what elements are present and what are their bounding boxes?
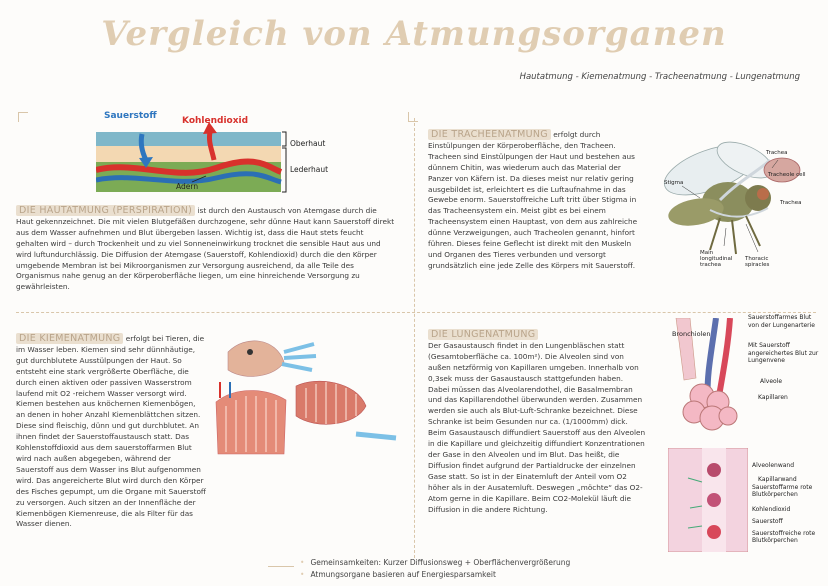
kapillarwand-label: Kapillarwand bbox=[758, 476, 797, 483]
lunge-text: Der Gasaustausch findet in den Lungenbläschen statt (Gesamtoberfläche ca. 100m²). Die Alveolen sind von außen netzförmig von Kapillaren umgeben. Innerhalb von 0,3sek muss der Gasaustausch stattgefunden haben. Dabei müssen das Alveolarendothel, die Basalmembran und das Kapillarendothel überwunden werden. Zusammen werden sie auch als Blut-Luft-Schranke bezeichnet. Diese Schranke ist beim Gesunden nur ca. (1/1000mm) dick. Beim Gasaustausch diffundiert Sauerstoff aus den Alveolen in die Kapillare und gleichzeitig diffundiert Konzentrationen der Gase in den Alveolen und im Blut. Das heißt, die Diffusion findet aufgrund der Partialdrucke der einzelnen Gase statt. So ist in der Einatemluft der Anteil vom O2 höher als in der Ausatemluft. Deswegen „möchte“ das O2-Atom gerne in die Kapillare. Beim CO2-Molekül läuft die Diffusion in die andere Richtung. bbox=[428, 340, 646, 514]
footer-line-1 bbox=[300, 558, 570, 567]
horizontal-divider bbox=[16, 312, 816, 313]
bullet-icon: • bbox=[300, 558, 305, 567]
page-subtitle: Hautatmung - Kiemenatmung - Tracheenatmung - Lungenatmung bbox=[519, 72, 800, 82]
trachea-label: Trachea bbox=[766, 150, 788, 156]
arm-blood-label: Sauerstoffarmes Blut von der Lungenarterie bbox=[748, 314, 815, 329]
haut-heading: DIE HAUTATMUNG (PERSPIRATION) bbox=[16, 205, 195, 216]
co2-label: Kohlendioxid bbox=[182, 116, 249, 126]
bullet-icon: • bbox=[300, 570, 305, 579]
rbc-arm-label: Sauerstoffarme rote Blutkörperchen bbox=[752, 484, 813, 498]
reich-blood-label: Mit Sauerstoff angereichertes Blut zur Lungenvene bbox=[748, 342, 819, 364]
kiemen-text: erfolgt bei Tieren, die im Wasser leben. Kiemen sind sehr dünnhäutige, gut durchblutete Ausstülpungen der Haut. So entsteht eine stark vergrößerte Oberfläche, die durch einen aktiven oder passiven Wasserstrom laufend mit O2 -reichem Wasser versorgt wird. Kiemen bestehen aus knöchernen Kiemenbögen, an denen in hoher Anzahl Kiemenblättchen sitzen. Diese sind fleischig, dünn und gut durchblutet. An ihnen findet der Sauerstoffaustausch statt. Das Kohlenstoffdioxid aus dem sauerstoffarmen Blut wird nach außen abgegeben, während der Sauerstoff aus dem Wasser ins Blut aufgenommen wird. Das angereicherte Blut wird durch den Körper des Fisches gepumpt, um die Organe mit Sauerstoff zu versorgen. Auch sitzen an der Innenfläche der Kiemenbögen Kiemenreuse, die als Filter für das Wasser dienen. bbox=[16, 334, 206, 529]
oberhaut-bracket bbox=[282, 132, 286, 146]
alveole-label: Alveole bbox=[760, 378, 783, 385]
red-blood-cell bbox=[707, 463, 721, 477]
tracheole-cell bbox=[764, 158, 800, 182]
o2-alveole-label: Sauerstoff bbox=[752, 518, 783, 525]
bronchiolen-label: Bronchiolen bbox=[672, 330, 711, 338]
fish-eye bbox=[247, 349, 253, 355]
vertical-divider bbox=[414, 118, 415, 558]
vein-vessel bbox=[718, 318, 730, 402]
lunge-heading: DIE LUNGENATMUNG bbox=[428, 329, 538, 340]
capillary-detail bbox=[668, 448, 748, 552]
tracheole-cell-label: Tracheole cell bbox=[768, 172, 806, 178]
trachea2-label: Trachea bbox=[780, 200, 802, 206]
spiracles-label: Thoracic spiracles bbox=[745, 256, 770, 268]
gill-illustration bbox=[206, 326, 406, 456]
oxygen-label: Sauerstoff bbox=[104, 111, 157, 121]
oberhaut-label: Oberhaut bbox=[290, 139, 326, 148]
haut-text: ist durch den Austausch von Atemgase durch die Haut gekennzeichnet. Die mit vielen Blutgefäßen durchzogene, sehr dünne Haut kann Sauerstoff direkt aus dem Wasser aufnehmen und Blut übergeben lassen. Wichtig ist, dass die Haut stets feucht gehalten wird – durch Trockenheit und zu viel Sonneneinwirkung trocknet die sensible Haut aus und wird luftundurchlässig. Die Diffusion der Atemgase (Sauerstoff, Kohlendioxid) durch die den Körper umgebende Membran ist bei Mikroorganismen zur Versorgung ausreichend, da alle Teile des Organismus nahe genug an der Körperoberfläche liegen, um eine hinreichende Versorgung zu gewährleisten. bbox=[16, 206, 395, 292]
kapillaren-label: Kapillaren bbox=[758, 394, 788, 401]
stigma-label: Stigma bbox=[664, 180, 684, 186]
insect-eye bbox=[757, 188, 769, 200]
skin-top-layer bbox=[96, 132, 281, 146]
alveolenwand-label: Alveolenwand bbox=[752, 462, 795, 469]
main-trachea-label: Main longitudinal trachea bbox=[700, 250, 733, 268]
water-flow bbox=[282, 344, 316, 370]
adern-label: Adern bbox=[176, 182, 199, 191]
footer-text-1: Gemeinsamkeiten: Kurzer Diffusionsweg + Oberflächenvergrößerung bbox=[310, 558, 571, 567]
rbc-reich-label: Sauerstoffreiche rote Blutkörperchen bbox=[752, 530, 816, 544]
insect-leg bbox=[710, 216, 760, 254]
alveolus bbox=[719, 407, 737, 425]
fish-head bbox=[228, 341, 284, 377]
lederhaut-label: Lederhaut bbox=[290, 165, 329, 174]
corner-tick bbox=[408, 112, 418, 122]
trachee-heading: DIE TRACHEENATMUNG bbox=[428, 129, 551, 140]
haut-section bbox=[16, 206, 396, 293]
lederhaut-bracket bbox=[282, 148, 286, 192]
red-blood-cell bbox=[707, 525, 721, 539]
red-blood-cell bbox=[707, 493, 721, 507]
footer-line-2 bbox=[300, 570, 496, 579]
co2-alveole-label: Kohlendioxid bbox=[752, 506, 791, 513]
footer-text-2: Atmungsorgane basieren auf Energiesparsamkeit bbox=[310, 570, 496, 579]
lunge-section bbox=[428, 330, 646, 515]
bronchiole-tube bbox=[676, 318, 696, 380]
footer-arrow bbox=[268, 566, 294, 567]
corner-tick bbox=[18, 112, 28, 122]
trachee-text: erfolgt durch Einstülpungen der Körperoberfläche, den Tracheen. Tracheen sind Einstülpungen der Haut und bestehen aus dünnem Chitin, was wiederum auch das Material der Panzer von Käfern ist. Da dieses meist nur relativ gering ausgebildet ist, erleichtert es die Luftaufnahme in das Gewebe enorm. Sauerstoffreiche Luft tritt über Stigma in das Tracheensystem ein. Meist gibt es bei einem Tracheensystem einen Hauptast, von dem aus zahlreiche dünne Verzweigungen, auch Tracheolen genannt, hinfort führen. Dieses feine Geflecht ist direkt mit den Muskeln und Organen des Tieres verbunden und versorgt grundsätzlich eine jede Zelle des Körpers mit Sauerstoff. bbox=[428, 130, 638, 270]
trachee-section bbox=[428, 130, 646, 272]
water-arrow bbox=[356, 434, 396, 438]
page-title: Vergleich von Atmungsorganen bbox=[101, 14, 727, 54]
kiemen-section bbox=[16, 334, 206, 530]
kiemen-heading: DIE KIEMENATMUNG bbox=[16, 333, 123, 344]
